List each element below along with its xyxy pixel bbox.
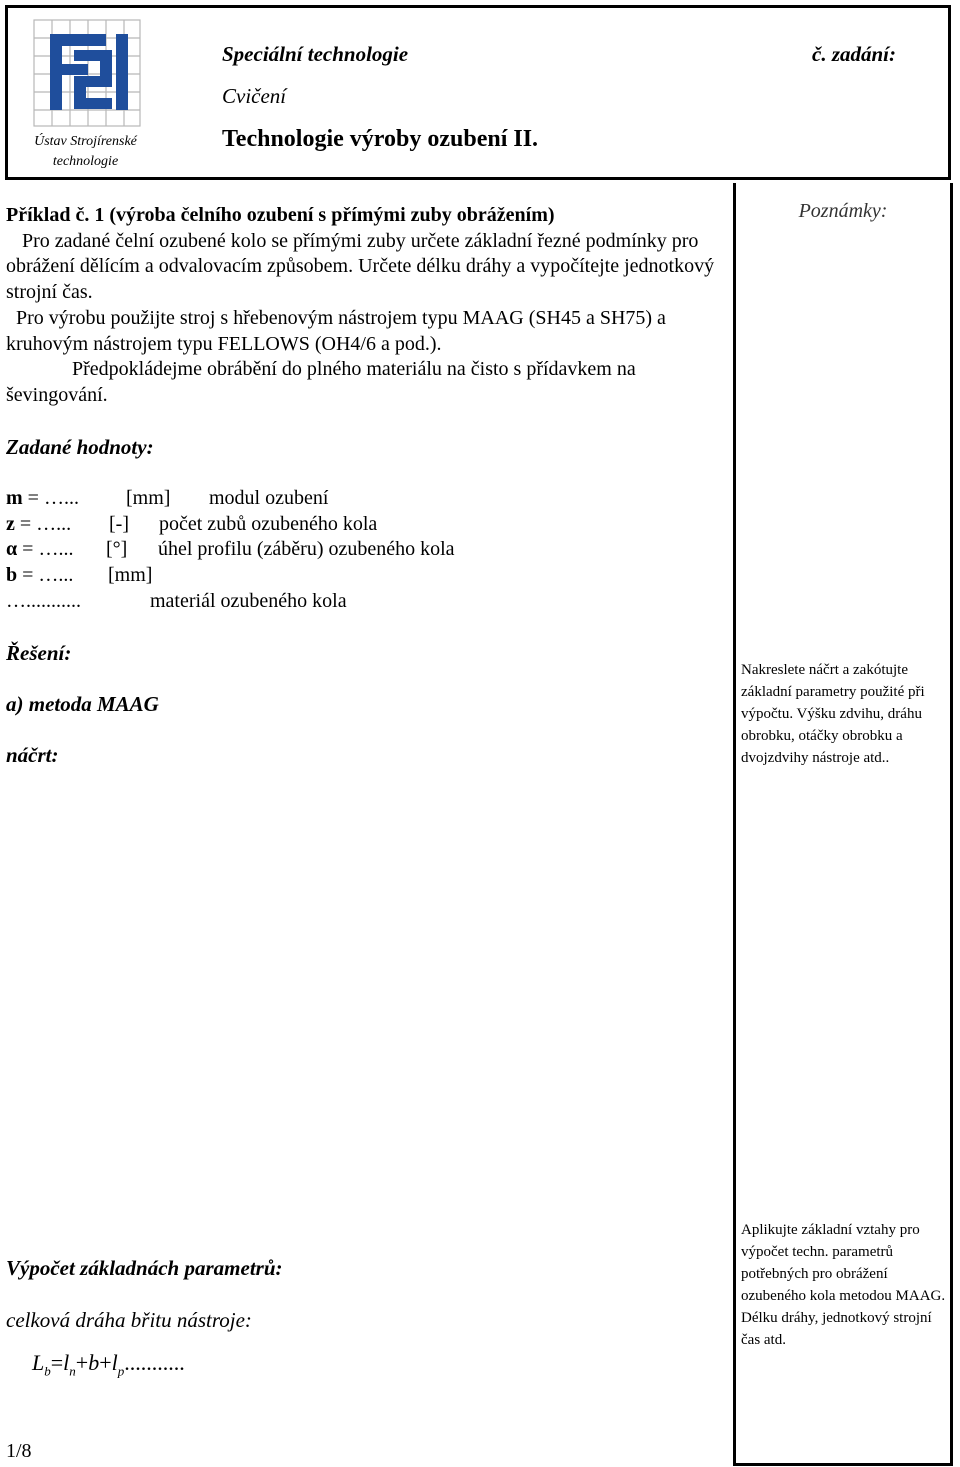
sketch-label: náčrt: <box>6 743 59 767</box>
page-number: 1/8 <box>6 1440 32 1462</box>
document-type: Cvičení <box>222 84 287 108</box>
given-unit: [mm] <box>108 564 153 586</box>
notes-title: Poznámky: <box>798 200 888 222</box>
given-symbol: b <box>6 564 18 586</box>
page-title: Technologie výroby ozubení II. <box>222 126 539 152</box>
given-desc: materiál ozubeného kola <box>150 590 347 612</box>
given-symbol: z <box>6 513 15 535</box>
subject-title: Speciální technologie <box>222 42 409 66</box>
task-text <box>6 203 728 409</box>
calculation-heading: Výpočet základnách parametrů: <box>6 1256 283 1280</box>
given-row-material: …........... materiál ozubeného kola <box>6 589 81 615</box>
assignment-number-label: č. zadání: <box>812 42 896 66</box>
given-unit: [mm] <box>126 487 171 509</box>
given-desc: úhel profilu (záběru) ozubeného kola <box>158 538 455 560</box>
given-heading: Zadané hodnoty: <box>6 435 154 459</box>
fsi-logo-icon <box>32 18 142 128</box>
given-row-z: z = …... [-] počet zubů ozubeného kola <box>6 512 71 538</box>
given-row-b: b = …... [mm] <box>6 563 73 589</box>
given-row-alpha: α = …... [°] úhel profilu (záběru) ozubeného kola <box>6 537 73 563</box>
method-heading: a) metoda MAAG <box>6 692 159 716</box>
path-formula: $L_b=l_n+b+l_p$........... <box>32 1350 185 1379</box>
given-symbol: m <box>6 487 23 509</box>
task-paragraph-1: Pro zadané čelní ozubené kolo se přímými zuby určete základní řezné podmínky pro obrážení dělícím a odvalovacím způsobem. Určete délku dráhy a vypočítejte jednotkový strojní čas. <box>6 229 715 304</box>
task-paragraph-3: Předpokládejme obrábění do plného materiálu na čisto s přídavkem na ševingování. <box>6 358 636 406</box>
given-symbol: α <box>6 538 18 560</box>
task-paragraph-2: Pro výrobu použijte stroj s hřebenovým nástrojem typu MAAG (SH45 a SH75) a kruhovým nástrojem typu FELLOWS (OH4/6 a pod.). <box>6 306 666 355</box>
solution-heading: Řešení: <box>6 641 72 665</box>
given-row-m: m = …... [mm] modul ozubení <box>6 486 79 512</box>
given-desc: modul ozubení <box>209 487 329 509</box>
path-label: celková dráha břitu nástroje: <box>6 1308 252 1332</box>
given-unit: [°] <box>106 538 128 560</box>
given-unit: [-] <box>109 513 129 535</box>
note-sketch: Nakreslete náčrt a zakótujte základní parametry použité při výpočtu. Výšku zdvihu, dráhu obrobku, otáčky obrobku a dvojzdvihy nástroje atd.. <box>741 662 925 766</box>
task-heading: Příklad č. 1 (výroba čelního ozubení s přímými zuby obrážením) <box>6 204 555 226</box>
note-calculation: Aplikujte základní vztahy pro výpočet techn. parametrů potřebných pro obrážení ozubeného kola metodou MAAG. Délku dráhy, jednotkový strojní čas atd. <box>741 1222 946 1348</box>
given-desc: počet zubů ozubeného kola <box>159 513 378 535</box>
logo-caption: Ústav Strojírenské technologie <box>34 134 137 169</box>
